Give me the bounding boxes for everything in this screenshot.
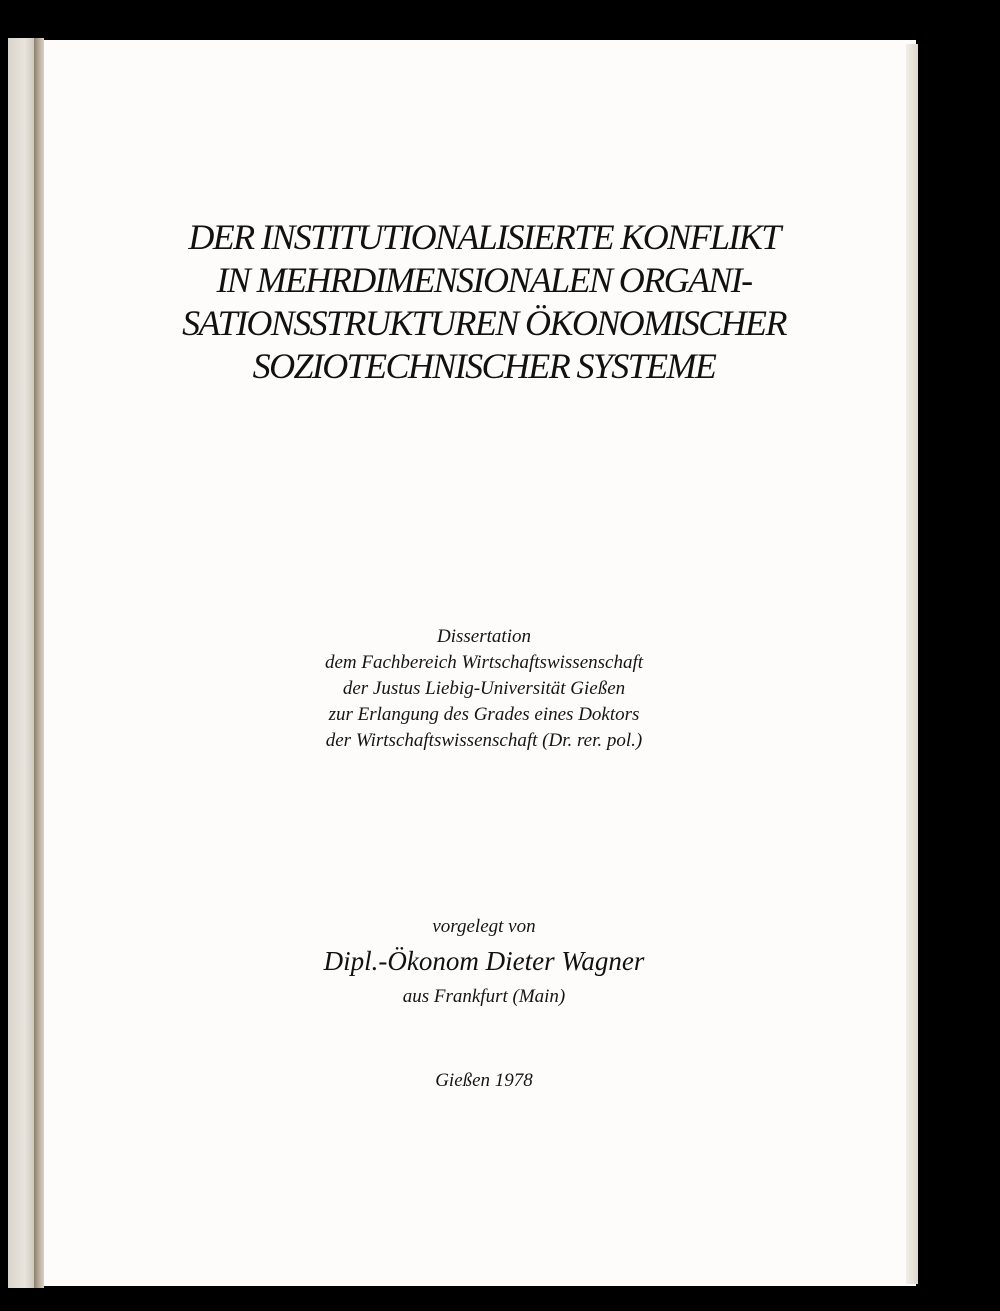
- dissertation-statement: [174, 624, 794, 754]
- adjacent-page-strip: [8, 38, 36, 1288]
- title-line-2: IN MEHRDIMENSIONALEN ORGANI-: [216, 260, 752, 300]
- dissertation-title: [104, 216, 864, 388]
- dissertation-line-3: der Justus Liebig-Universität Gießen: [342, 678, 626, 699]
- dissertation-line-1: Dissertation: [437, 626, 531, 647]
- author-name: Dipl.-Ökonom Dieter Wagner: [323, 946, 645, 976]
- presented-by-label: vorgelegt von: [432, 916, 536, 937]
- title-line-1: DER INSTITUTIONALISIERTE KONFLIKT: [188, 217, 780, 257]
- author-origin: aus Frankfurt (Main): [402, 986, 566, 1007]
- dissertation-line-5: der Wirtschaftswissenschaft (Dr. rer. pol.): [325, 730, 643, 751]
- place-and-year: Gießen 1978: [435, 1070, 533, 1091]
- page-right-edge: [906, 44, 918, 1284]
- book-spine-edge: [34, 38, 44, 1288]
- dissertation-line-2: dem Fachbereich Wirtschaftswissenschaft: [324, 652, 644, 673]
- title-page: [44, 40, 916, 1286]
- title-line-4: SOZIOTECHNISCHER SYSTEME: [252, 346, 716, 386]
- title-line-3: SATIONSSTRUKTUREN ÖKONOMISCHER: [182, 303, 786, 343]
- dissertation-line-4: zur Erlangung des Grades eines Doktors: [328, 704, 640, 725]
